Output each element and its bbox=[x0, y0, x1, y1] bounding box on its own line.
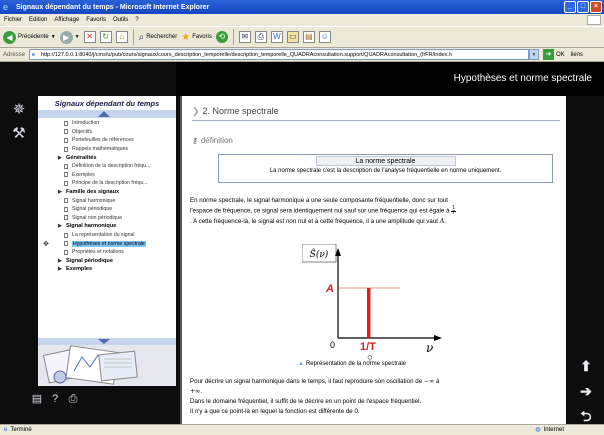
globe-icon: ◍ bbox=[535, 427, 541, 433]
page-header-title: Hypothèses et norme spectrale bbox=[176, 62, 604, 96]
paragraph-1-line-b: l'espace de fréquence, ce signal sera identiquement nul sauf sur une fréquence qui est égale à bbox=[190, 207, 450, 215]
window-title: Signaux dépendant du temps - Microsoft Internet Explorer bbox=[16, 3, 210, 11]
paragraph-1-line-c: . A cette fréquence-là, le signal est non nul et à cette fréquence, il a une amplitude qui vaut bbox=[190, 217, 439, 225]
toc-label: Signal harmonique bbox=[66, 223, 117, 230]
home-icon[interactable]: ⌂ bbox=[116, 31, 128, 43]
maximize-button[interactable]: □ bbox=[577, 1, 589, 13]
toc-section[interactable] bbox=[38, 188, 176, 197]
page-icon bbox=[64, 241, 68, 246]
search-button[interactable] bbox=[139, 32, 178, 43]
nav-back-icon[interactable]: ⮌ bbox=[580, 408, 592, 424]
chevron-right-icon: ▶ bbox=[58, 223, 62, 230]
graph-xlabel: ν bbox=[426, 341, 434, 355]
paragraph-2-connector: à bbox=[435, 378, 440, 385]
toc-list bbox=[38, 119, 176, 274]
chevron-right-icon: ▶ bbox=[58, 257, 62, 264]
toc-label: Signal harmonique bbox=[72, 197, 116, 204]
page-icon bbox=[64, 164, 68, 169]
paragraph-2: Pour décrire un signal harmonique dans le temps, il faut reproduire son oscillation de −∞ à +∞. bbox=[190, 378, 440, 395]
page-icon bbox=[64, 198, 68, 203]
browser-toolbar bbox=[0, 26, 604, 48]
graph-frequency-label: 1/T bbox=[360, 341, 376, 353]
spectral-graph bbox=[302, 244, 452, 356]
back-arrow-icon: ◀ bbox=[3, 31, 16, 44]
graph-origin-label: 0 bbox=[330, 340, 336, 350]
page-icon bbox=[64, 138, 68, 143]
toc-label: La représentation du signal bbox=[72, 232, 135, 239]
stop-icon[interactable]: ✕ bbox=[84, 31, 96, 43]
content-panel bbox=[180, 96, 566, 424]
windows-logo-icon bbox=[587, 15, 601, 25]
print-icon[interactable]: ⎙ bbox=[68, 393, 78, 405]
address-label: Adresse bbox=[3, 51, 26, 58]
print-icon[interactable]: ⎙ bbox=[255, 31, 267, 43]
toc-label: Principe de la description fréqu... bbox=[72, 180, 148, 187]
definition-title: La norme spectrale bbox=[316, 156, 456, 166]
page-icon bbox=[64, 233, 68, 238]
bottom-toolbar bbox=[0, 386, 176, 424]
forward-button[interactable] bbox=[60, 31, 80, 44]
toc-title: Signaux dépendant du temps bbox=[38, 96, 176, 110]
definition-box bbox=[218, 154, 553, 183]
toc-section[interactable] bbox=[38, 153, 176, 162]
messenger-icon[interactable]: ☺ bbox=[320, 32, 329, 41]
history-icon[interactable]: ⟲ bbox=[216, 31, 228, 43]
minimize-button[interactable]: _ bbox=[564, 1, 576, 13]
chevron-right-icon: ▶ bbox=[58, 189, 62, 196]
section-title bbox=[192, 106, 279, 117]
nav-up-icon[interactable]: ⬆ bbox=[580, 358, 592, 374]
page-icon bbox=[64, 129, 68, 134]
graph-x-arrow bbox=[434, 335, 442, 341]
toc-item[interactable] bbox=[38, 171, 176, 180]
toc-item[interactable] bbox=[38, 179, 176, 188]
course-app bbox=[0, 62, 604, 424]
definition-text: La norme spectrale c'est la description de l'analyse fréquentielle en norme uniquement. bbox=[269, 168, 502, 174]
toc-label: Famille des signaux bbox=[66, 189, 120, 196]
back-button[interactable] bbox=[3, 31, 56, 44]
fraction-1-over-t bbox=[451, 206, 456, 216]
menu-bar bbox=[0, 14, 604, 26]
address-bar bbox=[0, 48, 604, 62]
page-icon bbox=[64, 121, 68, 126]
graph-spectral-line bbox=[367, 288, 371, 338]
fraction-denominator: T bbox=[452, 210, 456, 216]
nav-next-icon[interactable]: ➔ bbox=[580, 383, 592, 399]
section-title-text: 2. Norme spectrale bbox=[202, 106, 279, 116]
page-icon bbox=[64, 215, 68, 220]
tools-icon[interactable]: ⚒ bbox=[12, 125, 26, 142]
fraction-numerator: 1 bbox=[452, 205, 456, 211]
page-icon bbox=[64, 181, 68, 186]
address-input[interactable]: e http://127.0.0.1:8040/j/cms/u/pub/cours/signaux/cours_description_temporelle/description_temporelle_QUADRAconsultation.support/QUADRAconsultation_(frFR/index.h bbox=[29, 49, 529, 60]
paragraph-1: En norme spectrale, le signal harmonique a une seule composante fréquentielle, donc sur tout l'espace de fréquence, ce signal sera identiquement nul sauf sur une fréquence qui est égale à 1 T . A cette fréquence-là, le signal est non nul et à cette fréquence, il a une amplitude qui vaut A. bbox=[190, 197, 456, 225]
key-icon: ⚷ bbox=[192, 136, 198, 145]
page-icon: e bbox=[4, 427, 8, 433]
graph-amplitude-label: A bbox=[326, 283, 334, 295]
close-button[interactable]: × bbox=[590, 1, 602, 13]
toc-label: Introduction bbox=[72, 120, 100, 127]
status-text: Terminé bbox=[10, 427, 32, 433]
toc-item[interactable] bbox=[38, 205, 176, 214]
paragraph-1-line-a: En norme spectrale, le signal harmonique a une seule composante fréquentielle, donc sur tout bbox=[190, 197, 448, 204]
toc-label: Exemples bbox=[72, 171, 95, 178]
window-titlebar bbox=[0, 0, 604, 14]
right-nav-bar bbox=[566, 96, 604, 424]
book-icon[interactable]: ▤ bbox=[31, 393, 43, 405]
caption-triangle-icon: ▲ bbox=[298, 361, 304, 367]
menu-fichier[interactable]: Fichier bbox=[4, 17, 23, 23]
toc-label: Hypothèses et norme spectrale bbox=[73, 240, 145, 247]
window-controls bbox=[564, 1, 602, 13]
toc-panel bbox=[38, 96, 176, 386]
minus-infinity: −∞ bbox=[423, 378, 435, 385]
toc-label: Portefeuilles de références bbox=[72, 137, 134, 144]
back-label: Précédente bbox=[18, 34, 49, 40]
documents-illustration bbox=[38, 345, 176, 386]
toc-item[interactable] bbox=[38, 214, 176, 223]
toc-scroll-down-button[interactable] bbox=[38, 338, 176, 345]
toc-item[interactable] bbox=[38, 136, 176, 145]
toc-item[interactable] bbox=[38, 196, 176, 205]
toc-section[interactable] bbox=[38, 265, 176, 274]
search-icon: ⌕ bbox=[138, 31, 145, 43]
toc-item[interactable] bbox=[38, 231, 176, 240]
toolbar-separator bbox=[133, 29, 134, 45]
definition-label bbox=[192, 136, 233, 145]
graph-ylabel: S̃(ν) bbox=[309, 250, 329, 260]
paragraph-3: Dans le domaine fréquentiel, il suffit de le décrire en un point de l'espace fréquentiel. bbox=[190, 398, 422, 405]
toc-label: Propriétés et notations bbox=[72, 249, 124, 256]
toc-item-current[interactable] bbox=[38, 239, 176, 248]
security-zone bbox=[535, 426, 564, 433]
zoom-icon[interactable]: ⚲ bbox=[367, 354, 373, 363]
favorites-button[interactable] bbox=[181, 32, 212, 43]
toc-label: Généralités bbox=[66, 154, 97, 161]
favorites-label: Favoris bbox=[192, 34, 212, 40]
refresh-icon[interactable]: ↻ bbox=[100, 31, 112, 43]
edit-icon[interactable]: W bbox=[271, 31, 283, 43]
menu-help[interactable]: ? bbox=[135, 17, 139, 23]
toc-item[interactable] bbox=[38, 248, 176, 257]
menu-edition[interactable]: Edition bbox=[29, 17, 48, 23]
toc-label: Rappels mathématiques bbox=[72, 146, 128, 153]
caption-text: Représentation de la norme spectrale bbox=[305, 361, 407, 367]
toc-item[interactable] bbox=[38, 128, 176, 137]
status-bar bbox=[0, 424, 604, 435]
ie-logo-icon: e bbox=[3, 2, 9, 12]
toc-label: Signal périodique bbox=[72, 206, 113, 213]
toc-label: Exemples bbox=[66, 266, 93, 273]
toc-item[interactable] bbox=[38, 145, 176, 154]
go-label: OK bbox=[556, 51, 565, 58]
toc-section[interactable] bbox=[38, 257, 176, 266]
section-divider bbox=[192, 120, 560, 121]
menu-affichage[interactable]: Affichage bbox=[54, 17, 80, 23]
toc-scroll-up-button[interactable] bbox=[38, 110, 176, 118]
amplitude-symbol: A bbox=[439, 217, 445, 225]
figure-caption bbox=[298, 361, 406, 367]
links-button[interactable]: liens bbox=[570, 51, 584, 58]
plus-infinity: +∞ bbox=[190, 388, 201, 395]
definition-label-text: définition bbox=[200, 136, 233, 145]
compass-icon[interactable]: ✵ bbox=[12, 101, 26, 118]
paragraph-2-text: Pour décrire un signal harmonique dans le temps, il faut reproduire son oscillation de bbox=[190, 378, 423, 385]
current-position-icon: ✥ bbox=[43, 240, 49, 248]
forward-arrow-icon: ▶ bbox=[60, 31, 73, 44]
toc-section[interactable] bbox=[38, 222, 176, 231]
toc-item[interactable] bbox=[38, 119, 176, 128]
chevron-right-icon: ▶ bbox=[58, 266, 62, 273]
page-icon bbox=[64, 250, 68, 255]
search-label: Rechercher bbox=[146, 34, 178, 40]
go-button[interactable] bbox=[543, 49, 565, 60]
address-dropdown-icon[interactable]: ▼ bbox=[529, 49, 539, 60]
toc-illustration bbox=[38, 345, 176, 386]
go-arrow-icon: ➔ bbox=[543, 49, 554, 60]
chevron-right-icon: ❯ bbox=[192, 106, 200, 116]
mail-icon[interactable]: ✉ bbox=[239, 31, 251, 43]
back-dropdown-icon: ▼ bbox=[50, 34, 56, 40]
toc-label: Objectifs bbox=[72, 128, 93, 135]
page-icon bbox=[64, 172, 68, 177]
toc-label: Signal non périodique bbox=[72, 214, 123, 221]
chevron-right-icon: ▶ bbox=[58, 154, 62, 161]
toc-label: Signal périodique bbox=[66, 257, 113, 264]
research-icon[interactable]: ▤ bbox=[303, 31, 315, 43]
menu-favoris[interactable]: Favoris bbox=[86, 17, 106, 23]
paragraph-4: Il n'y a que ce point-là en lequel la fonction est différente de 0. bbox=[190, 408, 360, 415]
page-icon bbox=[64, 147, 68, 152]
toc-label: Définition de la description fréqu... bbox=[72, 163, 151, 170]
page-icon bbox=[64, 207, 68, 212]
star-icon: ★ bbox=[181, 31, 191, 43]
forward-dropdown-icon: ▼ bbox=[74, 34, 80, 40]
toolbar-separator bbox=[233, 29, 234, 45]
menu-outils[interactable]: Outils bbox=[112, 17, 129, 23]
zone-label: Internet bbox=[543, 426, 564, 433]
folder-icon[interactable]: ▭ bbox=[287, 31, 299, 43]
left-icon-bar bbox=[0, 96, 38, 386]
help-icon[interactable]: ? bbox=[51, 393, 59, 405]
toc-item[interactable] bbox=[38, 162, 176, 171]
